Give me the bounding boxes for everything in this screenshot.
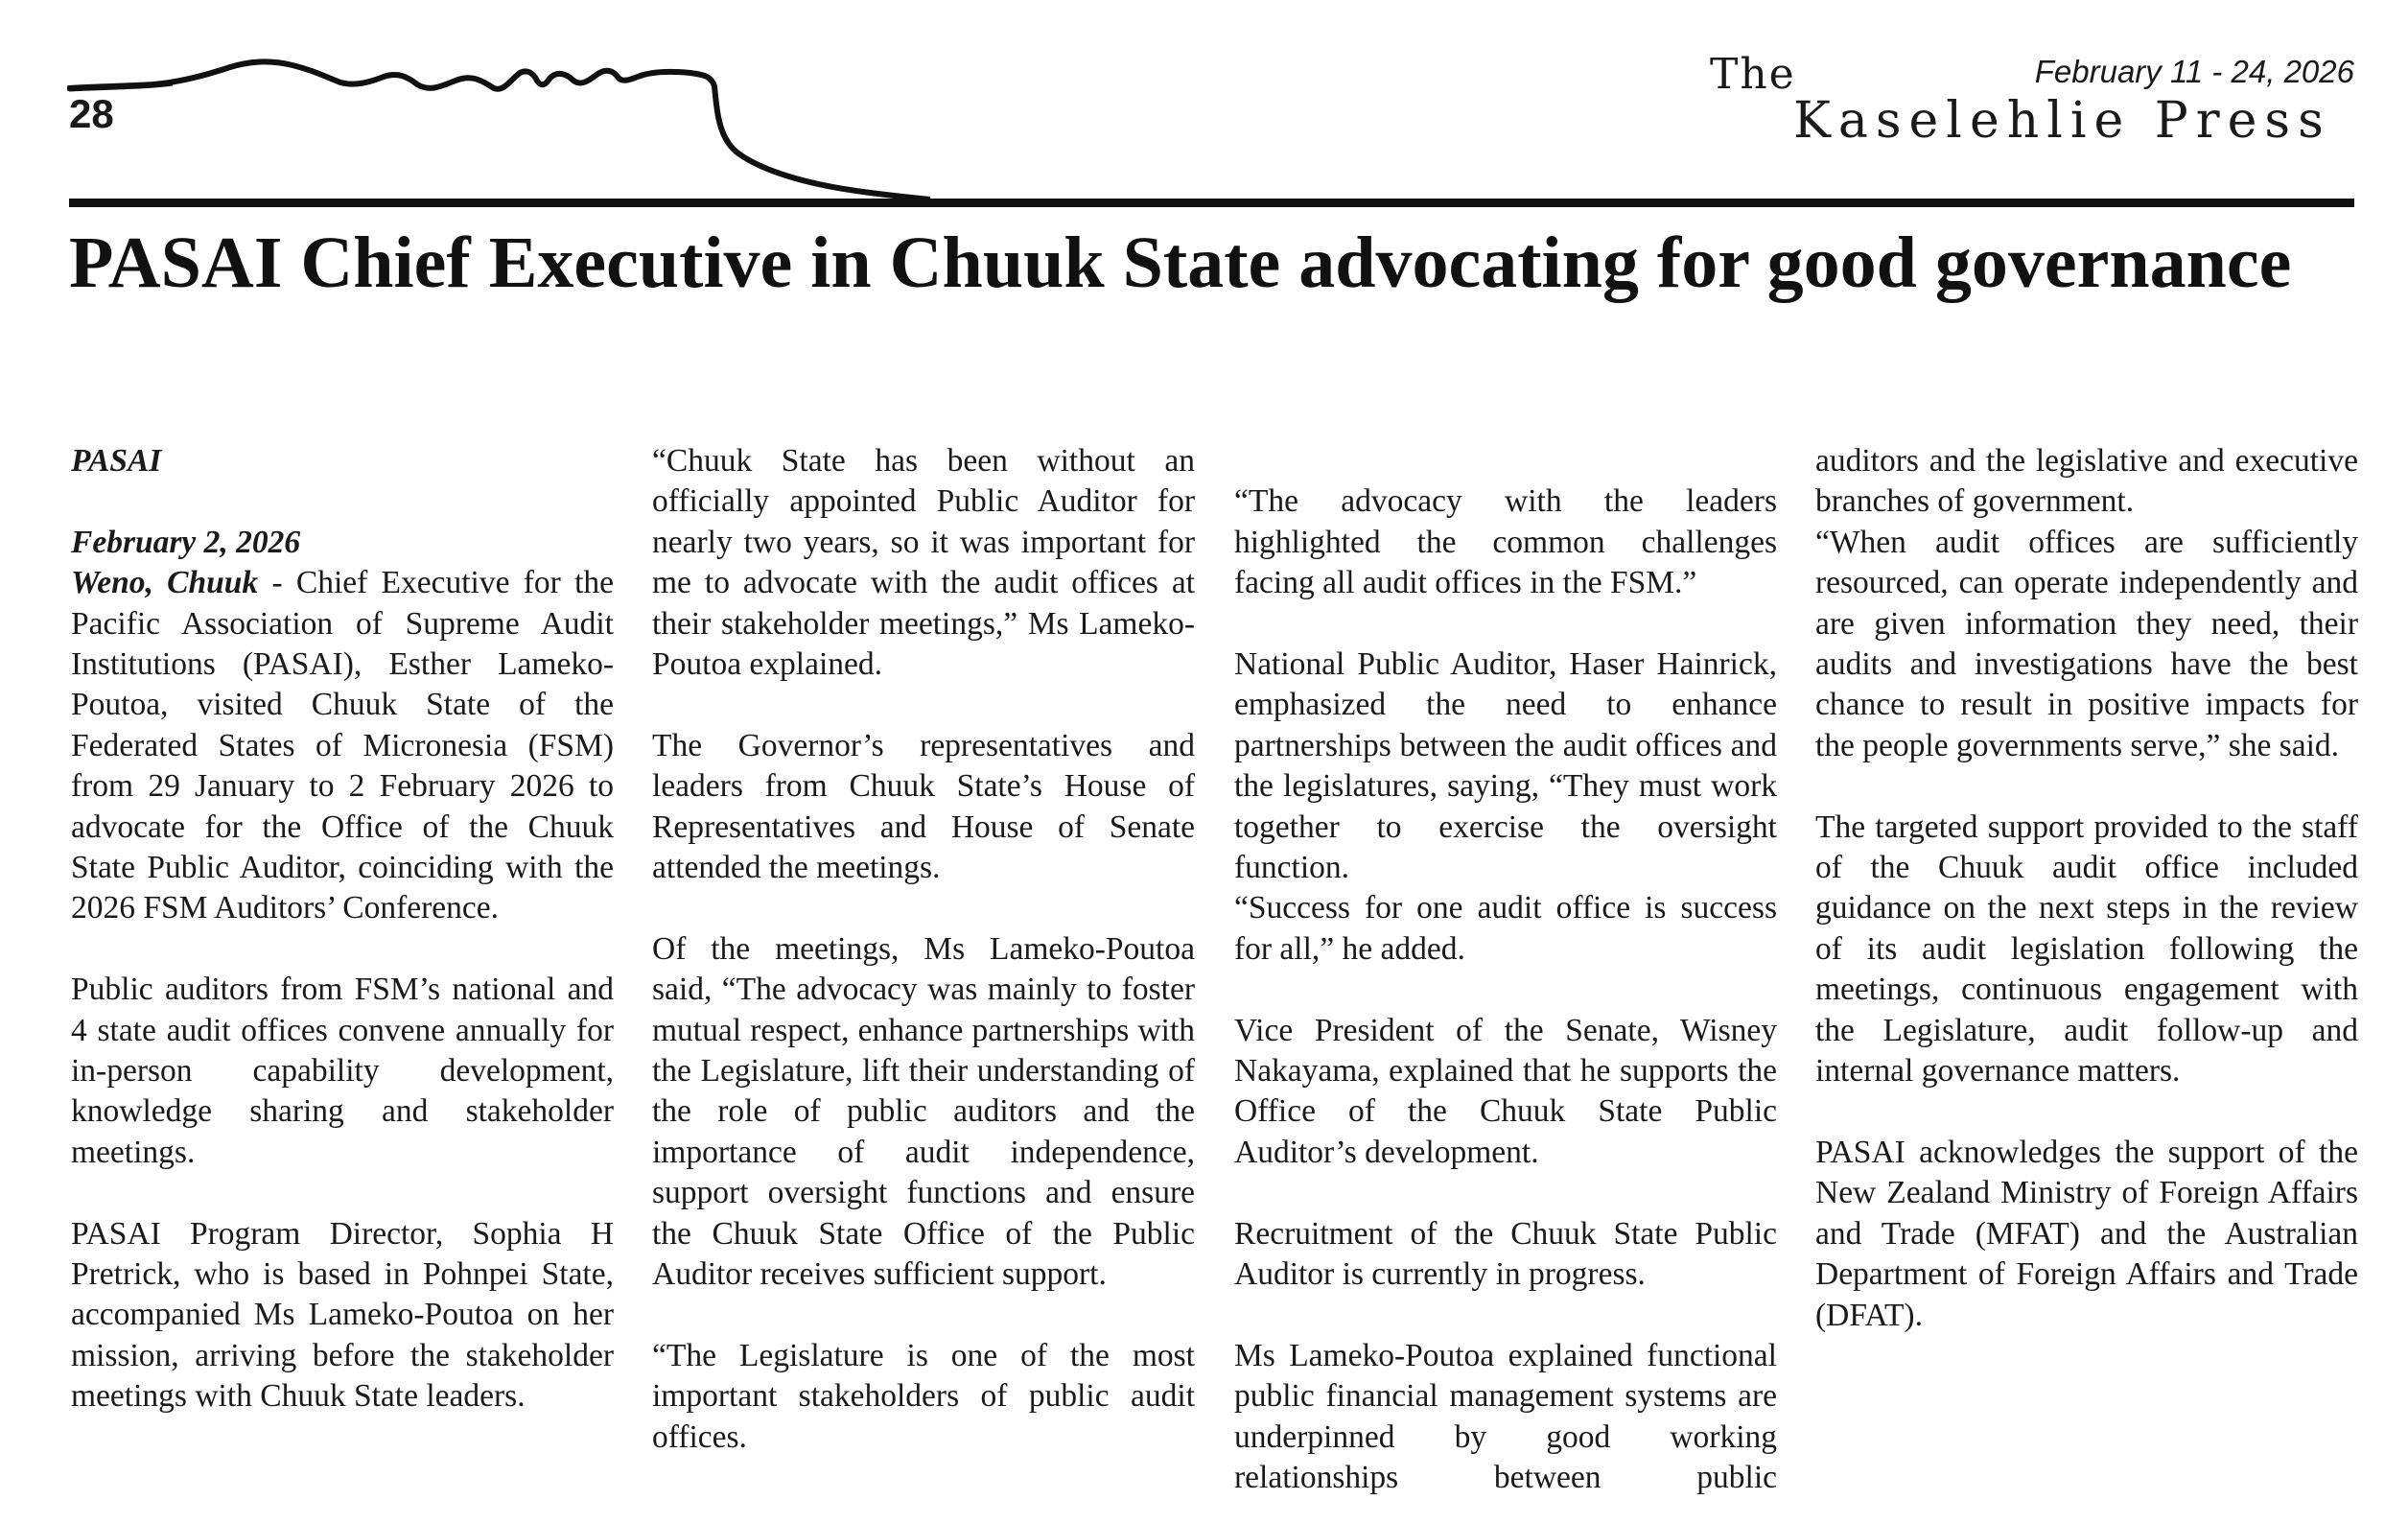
paragraph: “The advocacy with the leaders highlighted the common challenges facing all audit offices in the FSM.” bbox=[1234, 483, 1777, 601]
headline: PASAI Chief Executive in Chuuk State advocating for good governance bbox=[69, 223, 2292, 303]
paragraph: Of the meetings, Ms Lameko-Poutoa said, “The advocacy was mainly to foster mutual respect, enhance partnerships with the Legislature, lift their understanding of the role of public auditors and the importance of audit independence, support oversight functions and ensure the Chuuk State Office of the Public Auditor receives sufficient support. bbox=[652, 930, 1195, 1293]
paragraph: PASAI Program Director, Sophia H Pretrick, who is based in Pohnpei State, accompanied Ms Lameko-Poutoa on her mission, arriving before the stakeholder meetings with Chuuk State leaders. bbox=[71, 1215, 614, 1415]
paragraph: Recruitment of the Chuuk State Public Auditor is currently in progress. bbox=[1234, 1215, 1777, 1293]
paragraph-continued: auditors and the legislative and executive branches of government. bbox=[1815, 443, 2358, 520]
paragraph: The Governor’s representatives and leaders from Chuuk State’s House of Representatives and House of Senate attended the meetings. bbox=[652, 727, 1195, 886]
masthead-brush-stroke bbox=[67, 48, 930, 206]
paragraph: “The Legislature is one of the most important stakeholders of public audit offices. bbox=[652, 1337, 1195, 1455]
lead-paragraph bbox=[71, 563, 614, 929]
dateline-date: February 2, 2026 bbox=[71, 524, 301, 560]
paragraph: Public auditors from FSM’s national and 4 state audit offices convene annually for in-person capability development, knowledge sharing and stakeholder meetings. bbox=[71, 972, 614, 1170]
dateline-place: Weno, Chuuk bbox=[71, 565, 259, 601]
paragraph: National Public Auditor, Haser Hainrick, emphasized the need to enhance partnerships between the audit offices and the legislatures, saying, “They must work together to exercise the oversight function. bbox=[1234, 646, 1777, 886]
article-column-4 bbox=[1815, 441, 2358, 1336]
article-column-1 bbox=[71, 441, 614, 1418]
paragraph: PASAI acknowledges the support of the New Zealand Ministry of Foreign Affairs and Trade (MFAT) and the Australian Department of Foreign Affairs and Trade (DFAT). bbox=[1815, 1134, 2358, 1333]
paragraph: “When audit offices are sufficiently resourced, can operate independently and are given information they need, their audits and investigations have the best chance to result in positive impacts for the people governments serve,” she said. bbox=[1815, 524, 2358, 763]
masthead-the: The bbox=[1710, 50, 1796, 99]
issue-date: February 11 - 24, 2026 bbox=[2034, 54, 2354, 89]
article-column-3 bbox=[1234, 441, 1777, 1498]
paragraph: “Success for one audit office is success for all,” he added. bbox=[1234, 890, 1777, 967]
masthead-rule bbox=[69, 199, 2354, 207]
paragraph: “Chuuk State has been without an officially appointed Public Auditor for nearly two years, so it was important for me to advocate with the audit offices at their stakeholder meetings,” Ms Lameko-Poutoa explained. bbox=[652, 443, 1195, 683]
byline: PASAI bbox=[71, 443, 162, 479]
article-column-2 bbox=[652, 441, 1195, 1458]
page-number: 28 bbox=[69, 91, 114, 136]
paragraph: Ms Lameko-Poutoa explained functional public financial management systems are underpinned by good working relationships between public bbox=[1234, 1337, 1777, 1496]
paragraph: Vice President of the Senate, Wisney Nakayama, explained that he supports the Office of the Chuuk State Public Auditor’s development. bbox=[1234, 1012, 1777, 1170]
lead-text: - Chief Executive for the Pacific Association of Supreme Audit Institutions (PASAI), Esther Lameko-Poutoa, visited Chuuk State of the Federated States of Micronesia (FSM) from 29 January to 2 February 2026 to advocate for the Office of the Chuuk State Public Auditor, coinciding with the 2026 FSM Auditors’ Conference. bbox=[71, 565, 614, 926]
masthead-name: Kaselehlie Press bbox=[1793, 92, 2331, 150]
paragraph: The targeted support provided to the staff of the Chuuk audit office included guidance on the next steps in the review of its audit legislation following the meetings, continuous engagement with the Legislature, audit follow-up and internal governance matters. bbox=[1815, 808, 2358, 1090]
